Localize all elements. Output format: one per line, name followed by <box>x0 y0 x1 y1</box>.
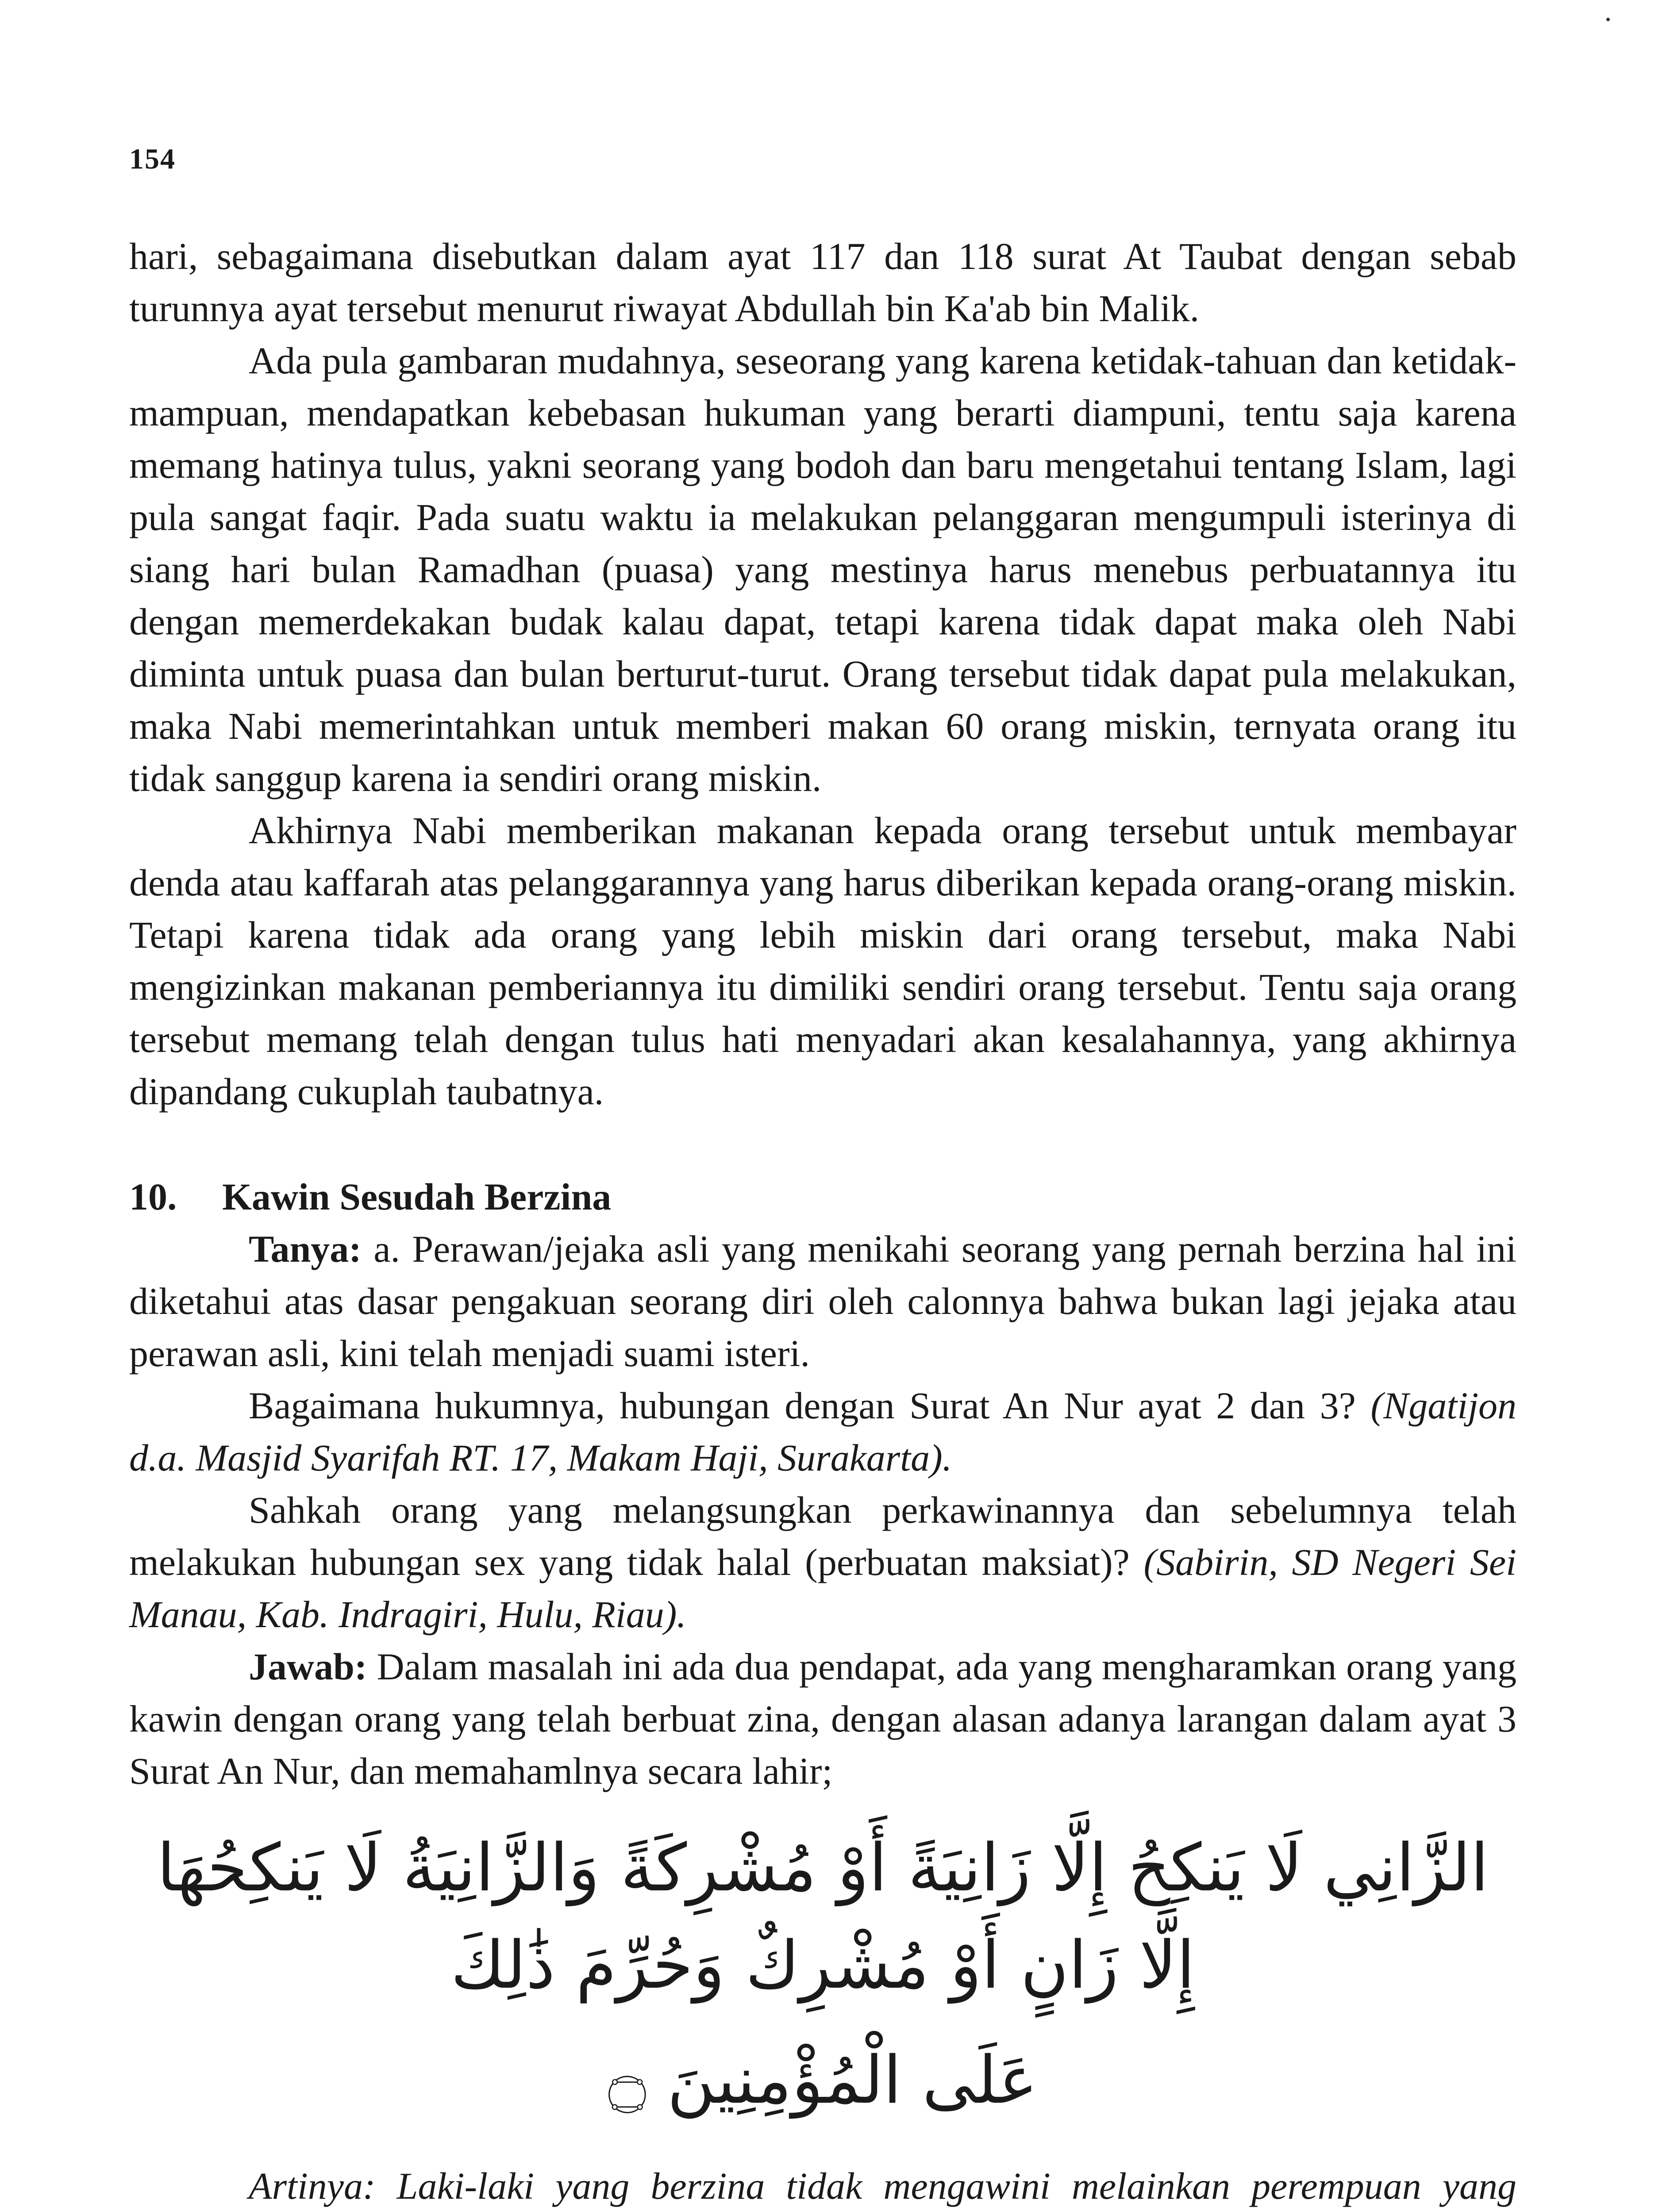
translation-text: Laki-laki yang berzina tidak mengawini melainkan perempuan yang <box>396 2165 1516 2207</box>
question-paragraph-c <box>129 1484 1516 1640</box>
question-asker-2: (Sabirin, SD Negeri Sei Manau, Kab. Indragiri, Hulu, Riau). <box>129 1541 1516 1636</box>
answer-paragraph <box>129 1640 1516 1797</box>
translation-paragraph <box>129 2160 1516 2212</box>
page-body <box>129 230 1516 2212</box>
translation-label: Artinya: <box>249 2165 376 2207</box>
page-number: 154 <box>129 143 176 175</box>
question-paragraph-b <box>129 1379 1516 1484</box>
section-title: Kawin Sesudah Berzina <box>222 1175 612 1218</box>
section-number: 10. <box>129 1175 177 1218</box>
section-heading <box>129 1171 1516 1223</box>
answer-text: Dalam masalah ini ada dua pendapat, ada yang mengharamkan orang yang kawin dengan orang yang telah berbuat zina, dengan alasan adanya larangan dalam ayat 3 Surat An Nur, dan memahamlnya secara lahir; <box>129 1645 1517 1792</box>
question-text-c: Sahkah orang yang melangsungkan perkawinannya dan sebelumnya telah melakukan hubungan sex yang tidak halal (perbuatan maksiat)? <box>129 1489 1516 1583</box>
answer-label: Jawab: <box>249 1645 367 1688</box>
paragraph-continuation: hari, sebagaimana disebutkan dalam ayat 117 dan 118 surat At Taubat dengan sebab turunnya ayat tersebut menurut riwayat Abdullah bin Ka'ab bin Malik. <box>129 235 1516 330</box>
question-text-b: Bagaimana hukumnya, hubungan dengan Surat An Nur ayat 2 dan 3? <box>249 1384 1356 1427</box>
question-text-a: a. Perawan/jejaka asli yang menikahi seorang yang pernah berzina hal ini diketahui atas dasar pengakuan seorang diri oleh calonnya bahwa bukan lagi jejaka atau perawan asli, kini telah menjadi suami isteri. <box>129 1228 1517 1375</box>
question-asker-1: (Ngatijon d.a. Masjid Syarifah RT. 17, Makam Haji, Surakarta). <box>129 1384 1516 1479</box>
quran-verse-line-2: عَلَى الْمُؤْمِنِينَ ۝ <box>608 2042 1038 2118</box>
question-label: Tanya: <box>249 1228 362 1270</box>
paragraph-conclusion: Akhirnya Nabi memberikan makanan kepada orang tersebut untuk membayar denda atau kaffarah atas pelanggarannya yang harus diberikan kepada orang-orang miskin. Tetapi karena tidak ada orang yang lebih miskin dari orang tersebut, maka Nabi mengizinkan makanan pemberiannya itu dimiliki sendiri orang tersebut. Tentu saja orang tersebut memang telah dengan tulus hati menyadari akan kesalahannya, yang akhirnya dipandang cukuplah taubatnya. <box>129 809 1516 1113</box>
paragraph-example: Ada pula gambaran mudahnya, seseorang yang karena ketidak-tahuan dan ketidak-mampuan, mendapatkan kebebasan hukuman yang berarti diampuni, tentu saja karena memang hatinya tulus, yakni seorang yang bodoh dan baru mengetahui tentang Islam, lagi pula sangat faqir. Pada suatu waktu ia melakukan pelanggaran mengumpuli isterinya di siang hari bulan Ramadhan (puasa) yang mestinya harus menebus perbuatannya itu dengan memerdekakan budak kalau dapat, tetapi karena tidak dapat maka oleh Nabi diminta untuk puasa dan bulan berturut-turut. Orang tersebut tidak dapat pula melakukan, maka Nabi memerintahkan untuk memberi makan 60 orang miskin, ternyata orang itu tidak sanggup karena ia sendiri orang miskin. <box>129 339 1516 799</box>
question-paragraph-a <box>129 1223 1516 1379</box>
scan-speck <box>1606 18 1610 21</box>
quran-verse-line-1: الزَّانِي لَا يَنكِحُ إِلَّا زَانِيَةً أَوْ مُشْرِكَةً وَالزَّانِيَةُ لَا يَنكِحُهَا إِلَّا زَانٍ أَوْ مُشْرِكٌ وَحُرِّمَ ذَٰلِكَ <box>157 1830 1489 2003</box>
